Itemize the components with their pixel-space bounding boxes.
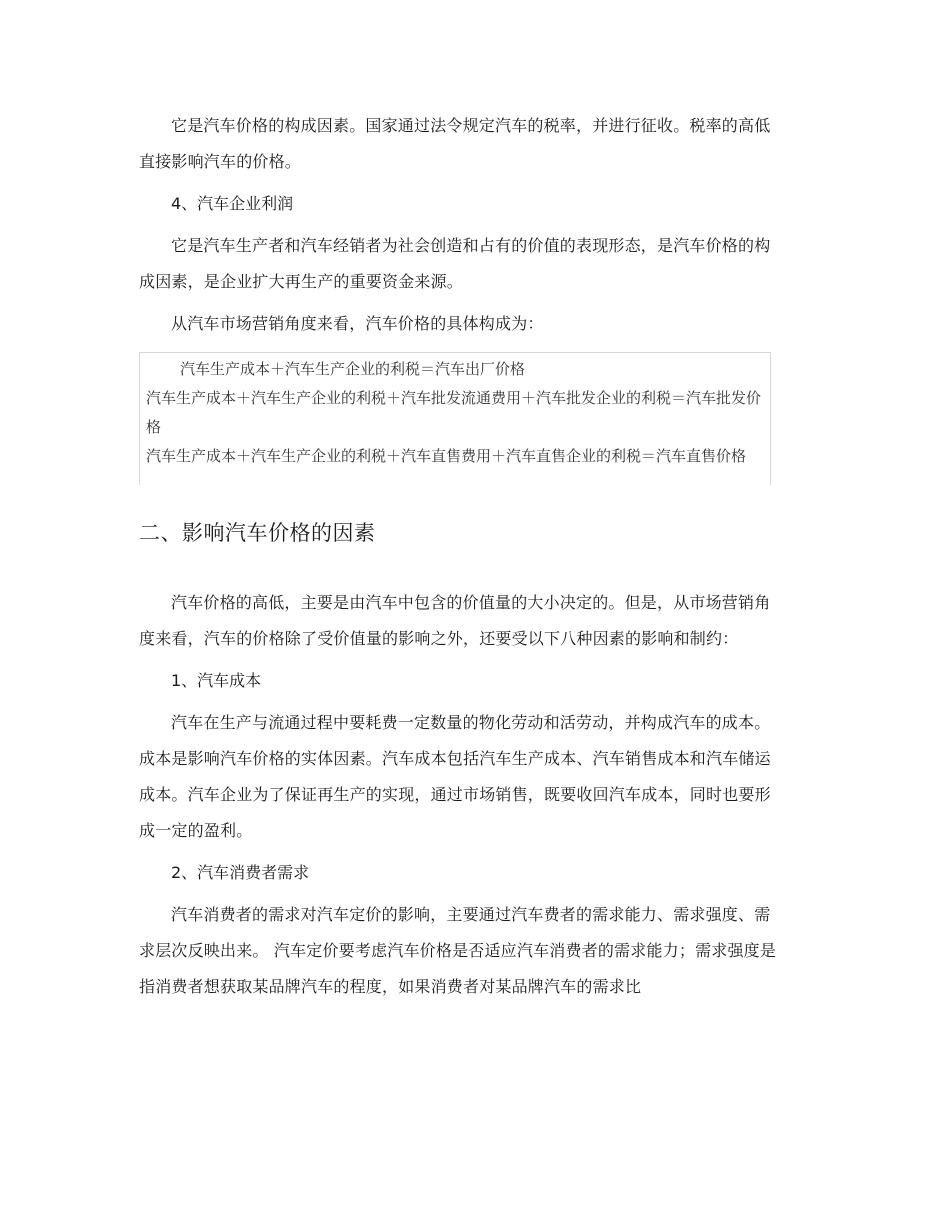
paragraph-demand: 汽车消费者的需求对汽车定价的影响，主要通过汽车费者的需求能力、需求强度、需求层次反映出来。 汽车定价要考虑汽车价格是否适应汽车消费者的需求能力；需求强度是指消费者想获取某品牌汽车的程度，如果消费者对某品牌汽车的需求比 xyxy=(139,905,777,996)
document-page xyxy=(139,108,779,1005)
list-item-cost: 1、汽车成本 xyxy=(171,671,262,690)
paragraph-tax: 它是汽车价格的构成因素。国家通过法令规定汽车的税率，并进行征收。税率的高低直接影响汽车的价格。 xyxy=(139,116,771,171)
paragraph-price-composition: 从汽车市场营销角度来看，汽车价格的具体构成为： xyxy=(171,314,544,333)
formula-box xyxy=(139,352,771,485)
formula-factory-price: 汽车生产成本＋汽车生产企业的利税＝汽车出厂价格 xyxy=(180,360,526,378)
section-heading: 二、影响汽车价格的因素 xyxy=(139,521,376,545)
list-item-consumer-demand: 2、汽车消费者需求 xyxy=(171,863,310,882)
paragraph-intro: 汽车价格的高低，主要是由汽车中包含的价值量的大小决定的。但是，从市场营销角度来看，汽车的价格除了受价值量的影响之外，还要受以下八种因素的影响和制约： xyxy=(139,593,771,648)
formula-wholesale-price: 汽车生产成本＋汽车生产企业的利税＋汽车批发流通费用＋汽车批发企业的利税＝汽车批发价格 xyxy=(146,389,762,436)
paragraph-profit: 它是汽车生产者和汽车经销者为社会创造和占有的价值的表现形态，是汽车价格的构成因素，是企业扩大再生产的重要资金来源。 xyxy=(139,236,771,291)
list-item-enterprise-profit: 4、汽车企业利润 xyxy=(171,194,294,213)
formula-direct-sale-price: 汽车生产成本＋汽车生产企业的利税＋汽车直售费用＋汽车直售企业的利税＝汽车直售价格 xyxy=(146,447,747,465)
paragraph-cost: 汽车在生产与流通过程中要耗费一定数量的物化劳动和活劳动，并构成汽车的成本。成本是影响汽车价格的实体因素。汽车成本包括汽车生产成本、汽车销售成本和汽车储运成本。汽车企业为了保证再生产的实现，通过市场销售，既要收回汽车成本，同时也要形成一定的盈利。 xyxy=(139,713,771,840)
